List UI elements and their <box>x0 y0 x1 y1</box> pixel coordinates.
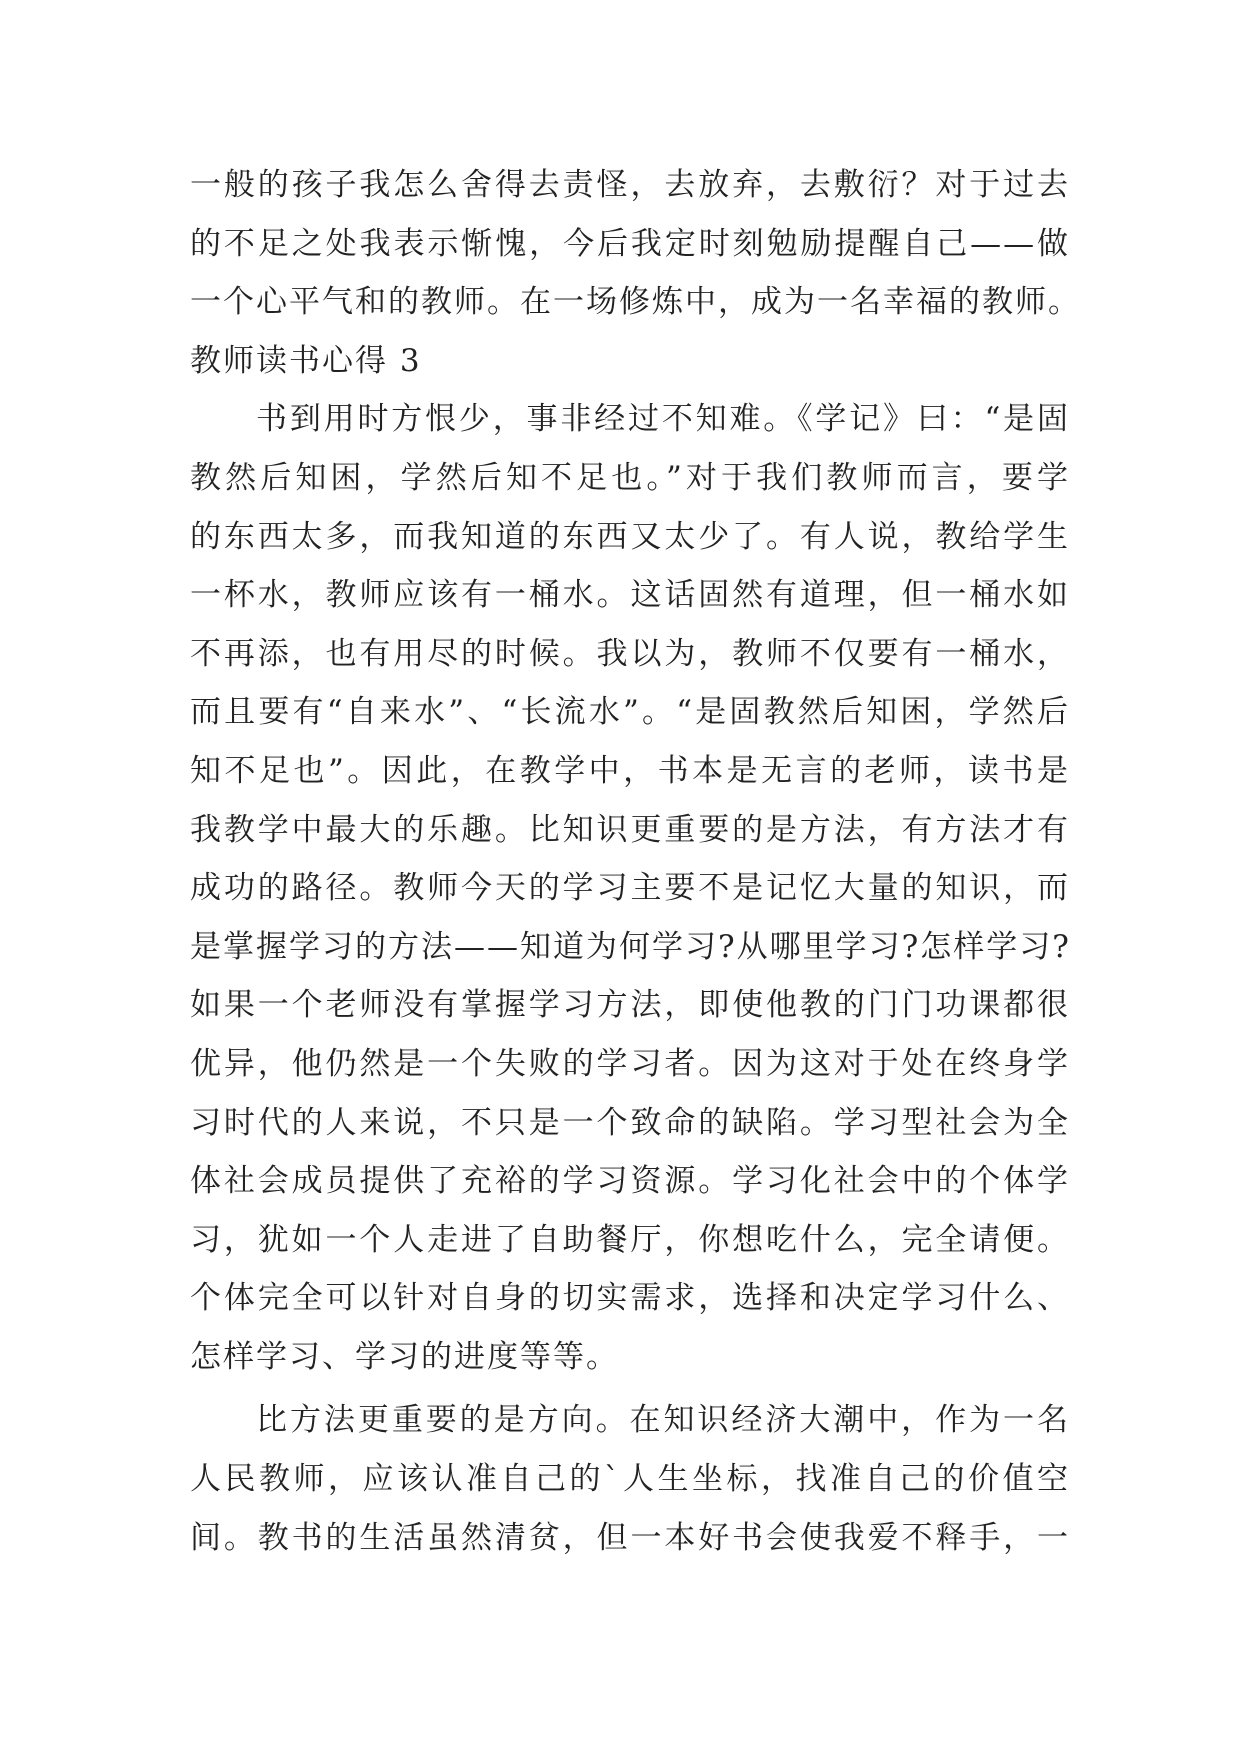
text-line: 不再添，也有用尽的时候。我以为，教师不仅要有一桶水， <box>190 635 1070 672</box>
text-line: 习，犹如一个人走进了自助餐厅，你想吃什么，完全请便。 <box>190 1221 1070 1258</box>
text-line: 一个心平气和的教师。在一场修炼中，成为一名幸福的教师。 <box>190 284 1081 321</box>
text-line: 一般的孩子我怎么舍得去责怪，去放弃，去敷衍？对于过去 <box>190 167 1070 203</box>
text-line: 的东西太多，而我知道的东西又太少了。有人说，教给学生 <box>190 518 1070 555</box>
text-line: 知不足也”。因此，在教学中，书本是无言的老师，读书是 <box>190 752 1070 789</box>
section-heading: 教师读书心得 3 <box>190 342 422 379</box>
text-line: 优异，他仍然是一个失败的学习者。因为这对于处在终身学 <box>190 1045 1070 1082</box>
text-line: 是掌握学习的方法——知道为何学习?从哪里学习?怎样学习? <box>190 928 1071 965</box>
text-line: 如果一个老师没有掌握学习方法，即使他教的门门功课都很 <box>190 987 1070 1024</box>
text-line: 人民教师，应该认准自己的`人生坐标，找准自己的价值空 <box>190 1461 1070 1498</box>
text-line: 体社会成员提供了充裕的学习资源。学习化社会中的个体学 <box>190 1163 1070 1200</box>
text-line: 习时代的人来说，不只是一个致命的缺陷。学习型社会为全 <box>190 1104 1070 1141</box>
text-line: 一杯水，教师应该有一桶水。这话固然有道理，但一桶水如 <box>190 577 1070 614</box>
paragraph-1 <box>190 156 1081 332</box>
body-text <box>190 156 1081 1567</box>
paragraph-3 <box>190 1391 1070 1567</box>
text-line: 间。教书的生活虽然清贫，但一本好书会使我爱不释手，一 <box>190 1519 1070 1556</box>
text-line: 个体完全可以针对自身的切实需求，选择和决定学习什么、 <box>190 1280 1070 1317</box>
text-line: 成功的路径。教师今天的学习主要不是记忆大量的知识，而 <box>190 870 1070 907</box>
text-line: 怎样学习、学习的进度等等。 <box>190 1338 619 1375</box>
text-line: 的不足之处我表示惭愧，今后我定时刻勉励提醒自己——做 <box>190 225 1070 262</box>
paragraph-2 <box>190 390 1070 1386</box>
text-line: 书到用时方恨少，事非经过不知难。《学记》曰：“是固 <box>256 401 1070 438</box>
text-line: 比方法更重要的是方向。在知识经济大潮中，作为一名 <box>256 1402 1070 1439</box>
text-line: 而且要有“自来水”、“长流水”。“是固教然后知困，学然后 <box>190 694 1070 731</box>
text-line: 我教学中最大的乐趣。比知识更重要的是方法，有方法才有 <box>190 811 1070 848</box>
text-line: 教然后知困，学然后知不足也。”对于我们教师而言，要学 <box>190 459 1070 496</box>
